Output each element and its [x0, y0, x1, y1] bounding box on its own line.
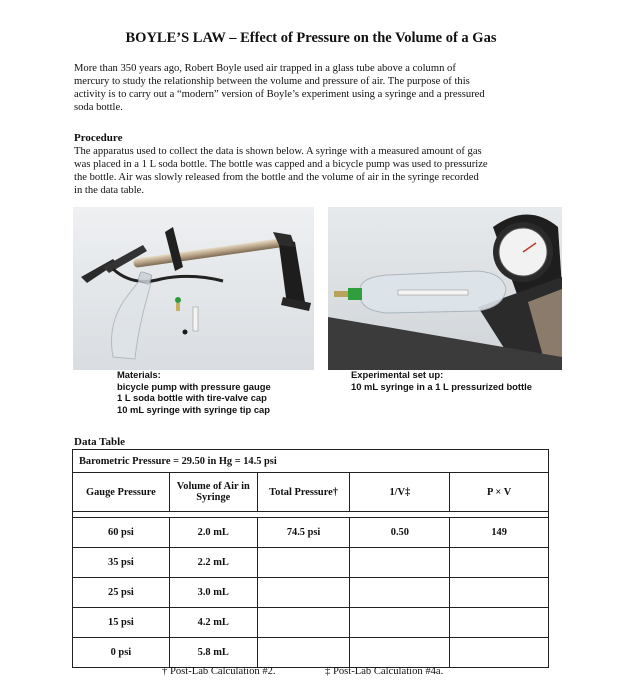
document-title: BOYLE’S LAW – Effect of Pressure on the Volume of a Gas: [125, 30, 497, 46]
procedure-line: The apparatus used to collect the data is shown below. A syringe with a measured amount of gas: [74, 146, 482, 157]
caption-line: Experimental set up:: [351, 369, 444, 380]
table-row: [73, 518, 549, 548]
volume-cell: 3.0 mL: [169, 578, 257, 608]
gauge-pressure-cell: 25 psi: [73, 578, 170, 608]
volume-cell: 4.2 mL: [169, 608, 257, 638]
footnote-inverse-volume: ‡ Post-Lab Calculation #4a.: [325, 666, 444, 677]
caption-line: 1 L soda bottle with tire-valve cap: [117, 392, 267, 403]
procedure-line: the bottle. Air was slowly released from the bottle and the volume of air in the syringe recorded: [74, 172, 479, 183]
pv-cell[interactable]: [450, 608, 549, 638]
column-header: 1/V‡: [350, 473, 450, 512]
pv-cell[interactable]: [450, 548, 549, 578]
volume-cell: 5.8 mL: [169, 638, 257, 668]
barometric-pressure: Barometric Pressure = 29.50 in Hg = 14.5 psi: [73, 450, 549, 473]
total-pressure-cell: 74.5 psi: [257, 518, 350, 548]
intro-line: More than 350 years ago, Robert Boyle used air trapped in a glass tube above a column of: [74, 63, 456, 74]
volume-cell: 2.0 mL: [169, 518, 257, 548]
materials-photo: [73, 207, 314, 370]
inverse-volume-cell[interactable]: [350, 638, 450, 668]
materials-caption: [117, 369, 271, 415]
column-header: Volume of Air in Syringe: [169, 473, 257, 512]
procedure-line: was placed in a 1 L soda bottle. The bottle was capped and a bicycle pump was used to pressurize: [74, 159, 488, 170]
procedure-heading: Procedure: [74, 132, 123, 144]
intro-line: activity is to carry out a “modern” version of Boyle’s experiment using a syringe and a pressured: [74, 89, 485, 100]
column-header: Total Pressure†: [257, 473, 350, 512]
caption-line: 10 mL syringe in a 1 L pressurized bottle: [351, 380, 532, 392]
table-row: [73, 638, 549, 668]
gauge-pressure-cell: 35 psi: [73, 548, 170, 578]
table-row: [73, 548, 549, 578]
pv-cell[interactable]: [450, 578, 549, 608]
gauge-pressure-cell: 15 psi: [73, 608, 170, 638]
setup-caption: [351, 369, 532, 392]
setup-photo: [328, 207, 562, 370]
inverse-volume-cell[interactable]: [350, 608, 450, 638]
footnote-total-pressure: † Post-Lab Calculation #2.: [162, 666, 276, 677]
caption-line: 10 mL syringe with syringe tip cap: [117, 403, 270, 415]
inverse-volume-cell[interactable]: [350, 548, 450, 578]
total-pressure-cell[interactable]: [257, 608, 350, 638]
total-pressure-cell[interactable]: [257, 548, 350, 578]
table-row: [73, 608, 549, 638]
intro-line: soda bottle.: [74, 102, 123, 113]
inverse-volume-cell[interactable]: [350, 578, 450, 608]
data-table-heading: Data Table: [74, 436, 126, 448]
pv-cell[interactable]: [450, 638, 549, 668]
intro-line: mercury to study the relationship between the volume and pressure of air. The purpose of this: [74, 76, 470, 87]
intro-paragraph: [74, 62, 554, 114]
volume-cell: 2.2 mL: [169, 548, 257, 578]
total-pressure-cell[interactable]: [257, 578, 350, 608]
column-header: Gauge Pressure: [73, 473, 170, 512]
table-row: [73, 578, 549, 608]
total-pressure-cell[interactable]: [257, 638, 350, 668]
caption-line: Materials:: [117, 369, 161, 380]
gauge-pressure-cell: 0 psi: [73, 638, 170, 668]
procedure-line: in the data table.: [74, 185, 145, 196]
inverse-volume-cell: 0.50: [350, 518, 450, 548]
caption-line: bicycle pump with pressure gauge: [117, 380, 271, 392]
column-header: P × V: [450, 473, 549, 512]
procedure-paragraph: [74, 145, 554, 197]
data-table: [72, 449, 549, 668]
pv-cell: 149: [450, 518, 549, 548]
gauge-pressure-cell: 60 psi: [73, 518, 170, 548]
